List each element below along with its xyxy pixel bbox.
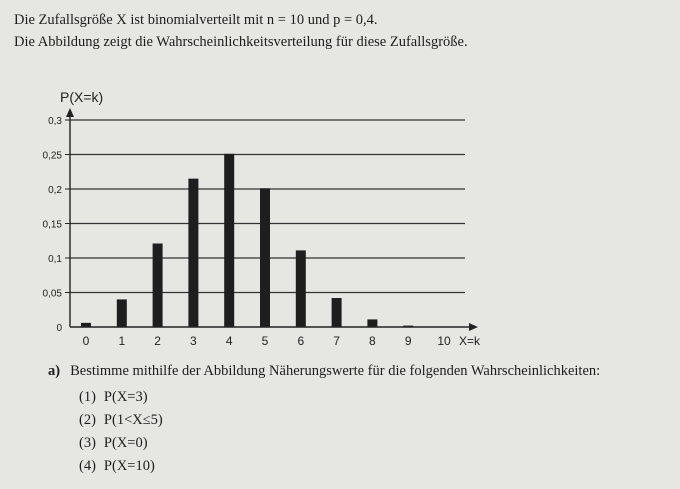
task-item-expression: P(X=10) [103, 458, 155, 474]
axes [65, 108, 478, 331]
y-tick-label: 0,3 [48, 116, 62, 127]
bar [332, 298, 342, 327]
task-item-expression: P(X=0) [103, 435, 148, 451]
intro-line-1: Die Zufallsgröße X ist binomialverteilt mit n = 10 und p = 0,4. [14, 12, 378, 28]
x-tick-label: 10 [437, 334, 451, 348]
bar [117, 299, 127, 327]
bar [260, 188, 270, 327]
x-tick-label: 5 [261, 334, 269, 348]
x-tick-label: 8 [369, 334, 376, 348]
task-item-expression: P(1<X≤5) [103, 412, 163, 428]
y-tick-label: 0 [56, 323, 62, 334]
task-item-expression: P(X=3) [103, 389, 148, 405]
bar [296, 250, 306, 327]
task-item-number: (2) [79, 412, 96, 428]
task-item-number: (3) [79, 435, 96, 451]
x-tick-label: 3 [190, 334, 197, 348]
y-tick-label: 0,05 [42, 288, 62, 300]
y-tick-label: 0,25 [42, 150, 62, 162]
task-item [79, 455, 600, 478]
x-tick-label: 4 [225, 334, 233, 348]
y-tick-label: 0,15 [42, 219, 62, 231]
intro-text [14, 9, 468, 53]
task-text: Bestimme mithilfe der Abbildung Näherungswerte für die folgenden Wahrscheinlichkeiten: [70, 363, 601, 379]
x-axis-label: X=k [459, 334, 481, 348]
bar [367, 319, 377, 327]
task-label: a) [48, 363, 61, 379]
y-axis-label: P(X=k) [60, 89, 104, 105]
x-tick-label: 0 [82, 334, 90, 348]
bars [81, 154, 413, 327]
x-tick-label: 7 [333, 334, 340, 348]
intro-line-2: Die Abbildung zeigt die Wahrscheinlichkeitsverteilung für diese Zufallsgröße. [14, 34, 468, 50]
x-tick-label: 9 [404, 334, 412, 348]
task-item [79, 409, 600, 432]
x-tick-label: 2 [154, 334, 161, 348]
bar [153, 244, 163, 327]
task-item-number: (1) [79, 389, 96, 405]
y-tick-labels [43, 116, 63, 334]
x-tick-label: 6 [297, 334, 305, 348]
task-item [79, 432, 600, 455]
task-item-number: (4) [79, 458, 96, 474]
y-tick-label: 0,1 [48, 254, 62, 265]
task-item [79, 386, 600, 409]
x-tick-label: 1 [118, 334, 126, 348]
task-list [48, 386, 600, 478]
task-section [48, 360, 600, 478]
x-axis-arrow [469, 323, 478, 331]
probability-chart [0, 78, 500, 353]
y-tick-label: 0,2 [48, 185, 62, 196]
bar [224, 154, 234, 327]
y-axis-arrow [66, 108, 74, 117]
bar [188, 179, 198, 327]
x-tick-labels [83, 334, 451, 348]
